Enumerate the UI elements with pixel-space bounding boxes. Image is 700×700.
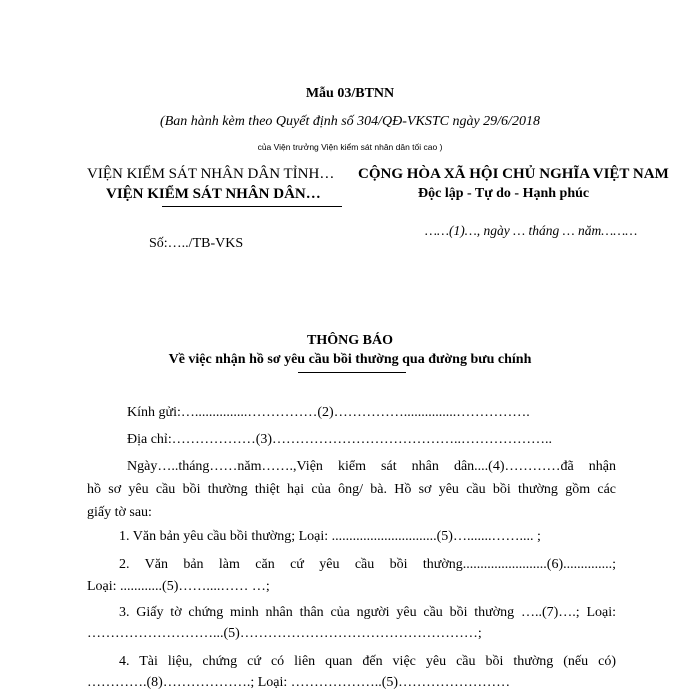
item-3-line-1: 3. Giấy tờ chứng minh nhân thân của người yêu cầu bồi thường …..(7)….; Loại: bbox=[119, 605, 616, 620]
place-date: ……(1)…, ngày … tháng … năm……… bbox=[425, 223, 638, 238]
address-line: Địa chỉ:………………(3)…………………………………..……………….. bbox=[127, 432, 553, 447]
form-code: Mẫu 03/BTNN bbox=[305, 86, 395, 101]
doc-number: Số:…../TB-VKS bbox=[149, 236, 244, 251]
agency-line-2: VIỆN KIỂM SÁT NHÂN DÂN… bbox=[106, 186, 321, 202]
national-motto: Độc lập - Tự do - Hạnh phúc bbox=[418, 186, 590, 201]
item-1: 1. Văn bản yêu cầu bồi thường; Loại: ..............................(5)….......…….... ; bbox=[119, 529, 541, 544]
recipient-line: Kính gửi:…...............……………(2)……………...............……………. bbox=[127, 405, 530, 420]
agency-underline bbox=[162, 206, 342, 207]
issued-by: (Ban hành kèm theo Quyết định số 304/QĐ-VKSTC ngày 29/6/2018 bbox=[160, 114, 540, 129]
item-4-line-2: ………….(8)……………….; Loại: ………………..(5)…………………… bbox=[87, 675, 511, 690]
item-2-line-2: Loại: ............(5)……....…… …; bbox=[87, 579, 270, 594]
intro-line-2: hồ sơ yêu cầu bồi thường thiệt hại của ông/ bà. Hồ sơ yêu cầu bồi thường gồm các bbox=[87, 482, 616, 497]
notice-title: THÔNG BÁO bbox=[307, 333, 393, 348]
intro-line-1: Ngày…..tháng……năm…….,Viện kiểm sát nhân dân....(4)…………đã nhận bbox=[127, 459, 616, 474]
subtitle-underline bbox=[298, 372, 406, 373]
issued-by-cont: của Viện trưởng Viện kiểm sát nhân dân tối cao ) bbox=[257, 142, 443, 152]
national-title: CỘNG HÒA XÃ HỘI CHỦ NGHĨA VIỆT NAM bbox=[358, 166, 669, 182]
item-4-line-1: 4. Tài liệu, chứng cứ có liên quan đến việc yêu cầu bồi thường (nếu có) bbox=[119, 654, 616, 669]
agency-line-1: VIỆN KIỂM SÁT NHÂN DÂN TỈNH… bbox=[87, 166, 335, 182]
item-3-line-2: ………………………...(5)……………………………………………; bbox=[87, 626, 482, 641]
intro-line-3: giấy tờ sau: bbox=[87, 505, 152, 520]
item-2-line-1: 2. Văn bản làm căn cứ yêu cầu bồi thường........................(6)..............; bbox=[119, 557, 616, 572]
notice-subtitle: Về việc nhận hồ sơ yêu cầu bồi thường qua đường bưu chính bbox=[168, 352, 532, 367]
